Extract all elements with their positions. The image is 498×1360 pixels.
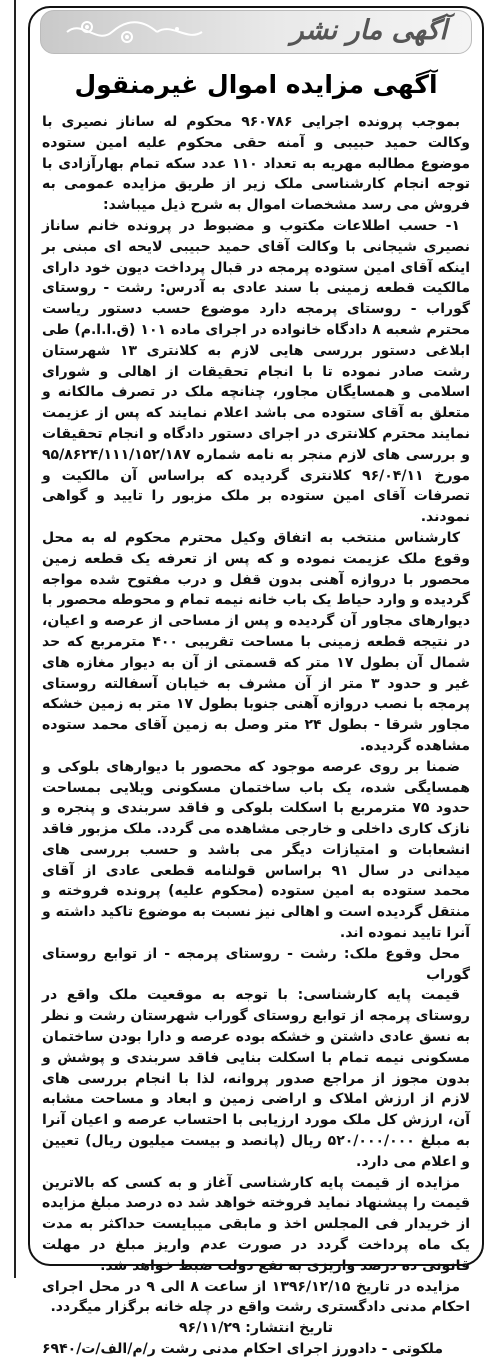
paragraph-auction-terms: مزایده از قیمت پایه کارشناسی آغاز و به کسی که بالاترین قیمت را پیشنهاد نماید فروخته خواهد شد ده درصد مبلغ مزایده از خریدار فی المجلس اخذ و مابقی میبایست حداکثر به مدت یک ماه پرداخت گردد در صورت عدم واریز مبلغ در مهلت قانونی ده درصد واریزی به نفع دولت ضبط خواهد شد. bbox=[42, 1174, 470, 1274]
notice-title: آگهی مزایده اموال غیرمنقول bbox=[74, 70, 438, 99]
signature-line: ملکوتی - دادورز اجرای احکام مدنی رشت ر/م/الف/ت/۶۹۴۰ bbox=[42, 1341, 443, 1358]
floral-ornament-icon bbox=[57, 17, 257, 47]
newspaper-banner bbox=[40, 10, 472, 54]
paragraph-intro: بموجب پرونده اجرایی ۹۶۰۷۸۶ محکوم له ساناز نصیری با وکالت حمید حبیبی و آمنه حقی محکوم علیه امین ستوده موضوع مطالبه مهریه به تعداد ۱۱۰ عدد سکه تمام بهارآزادی با توجه انجام کارشناسی ملک زیر از طریق مزایده عمومی به فروش می رسد مشخصات اموال به شرح ذیل میباشد: bbox=[42, 114, 470, 214]
paragraph-expert-visit: کارشناس منتخب به اتفاق وکیل محترم محکوم له به محل وقوع ملک عزیمت نموده و که پس از تعرفه یک قطعه زمین محصور با دروازه آهنی بدون قفل و درب مفتوح شده مواجه گردیده و وارد حیاط یک باب خانه نیمه تمام و محوطه محصور با دیوارهای مجاور آن گردیده و پس از مساحی از عرصه و اعیان، در نتیجه قطعه زمینی با مساحت تقریبی ۴۰۰ مترمربع که حد شمال آن بطول ۱۷ متر که قسمتی از آن به دیوار مغازه های غیر و حدود ۳ متر از آن مشرف به خیابان آسفالته روستای پرمجه با نصب دروازه آهنی جنوبا بطول ۱۷ متر به زمین خشکه مجاور شرقا - بطول ۲۴ متر وصل به زمین آقای محمد ستوده مشاهده گردیده. bbox=[42, 529, 471, 754]
page-edge-divider bbox=[0, 0, 16, 1278]
publish-date: تاریخ انتشار: ۹۶/۱۱/۲۹ bbox=[178, 1320, 334, 1337]
notice-body bbox=[42, 112, 471, 1358]
banner-label: آگهی مار نشر bbox=[290, 15, 447, 46]
paragraph-location: محل وقوع ملک: رشت - روستای پرمجه - از توابع روستای گوراب bbox=[42, 945, 470, 983]
paragraph-base-price: قیمت پایه کارشناسی: با توجه به موقعیت ملک واقع در روستای پرمجه از توابع روستای گوراب شهرستان رشت و نظر به نسق عادی داشتن و خشکه بوده عرصه و دارا بودن ساختمان مسکونی نیمه تمام با اسکلت بنایی فاقد سربندی و پوشش و بدون مجوز از مراجع صدور پروانه، لذا با انجام بررسی های لازم از ارزش املاک و اراضی زمین و ابعاد و مساحت مشابه آن، ارزش کل ملک مورد ارزیابی با احتساب عرصه و اعیان آنرا به مبلغ ۵۲۰/۰۰۰/۰۰۰ ریال (پانصد و بیست میلیون ریال) تعیین و اعلام می دارد. bbox=[42, 987, 471, 1170]
paragraph-auction-date: مزایده در تاریخ ۱۳۹۶/۱۲/۱۵ از ساعت ۸ الی ۹ در محل اجرای احکام مدنی دادگستری رشت واقع در چله خانه برگزار میگردد. bbox=[42, 1278, 470, 1316]
paragraph-item-1: ۱- حسب اطلاعات مکتوب و مضبوط در پرونده خانم ساناز نصیری شیجانی با وکالت آقای حمید حبیبی لایحه ای مبنی بر اینکه آقای امین ستوده پرمجه در قبال پرداخت دیون خود دارای مالکیت قطعه زمینی با سند عادی به آدرس: رشت - روستای گوراب - روستای پرمجه دارد موضوع حسب دستور ریاست محترم شعبه ۸ دادگاه خانواده در اجرای ماده ۱۰۱ (ق.ا.ا.م) طی ابلاغی دستور بررسی هایی لازم به کلانتری ۱۳ شهرستان رشت صادر نموده تا با انجام تحقیقات از اهالی و شورای اسلامی و همسایگان مجاور، چنانچه ملک در تصرف مالکانه و متعلق به آقای ستوده می باشد اعلام نمایند که پس از عزیمت نمایند محترم کلانتری در اجرای دستور دادگاه و انجام تحقیقات و بررسی های لازم منجر به نامه شماره ۹۵/۸۶۲۴/۱۱۱/۱۵۲/۱۸۷ مورخ ۹۶/۰۴/۱۱ کلانتری گردیده که براساس آن مالکیت و تصرفات آقای امین ستوده بر ملک مزبور را تایید و گواهی نمودند. bbox=[42, 217, 471, 526]
paragraph-building: ضمنا بر روی عرصه موجود که محصور با دیوارهای بلوکی و همسایگی شده، یک باب ساختمان مسکونی ویلایی بمساحت حدود ۷۵ مترمربع با اسکلت بلوکی و فاقد سربندی و پنجره و نازک کاری داخلی و خارجی مشاهده می گردد. ملک مزبور فاقد انشعابات و امتیازات دیگر می باشد و حسب بررسی های میدانی در سال ۹۱ براساس قولنامه قطعی عادی از آقای محمد ستوده به امین ستوده (محکوم علیه) پرونده فروخته و منتقل گردیده است و اهالی نیز نسبت به موضوع تاکید داشته و آنرا تایید نموده اند. bbox=[42, 758, 471, 942]
